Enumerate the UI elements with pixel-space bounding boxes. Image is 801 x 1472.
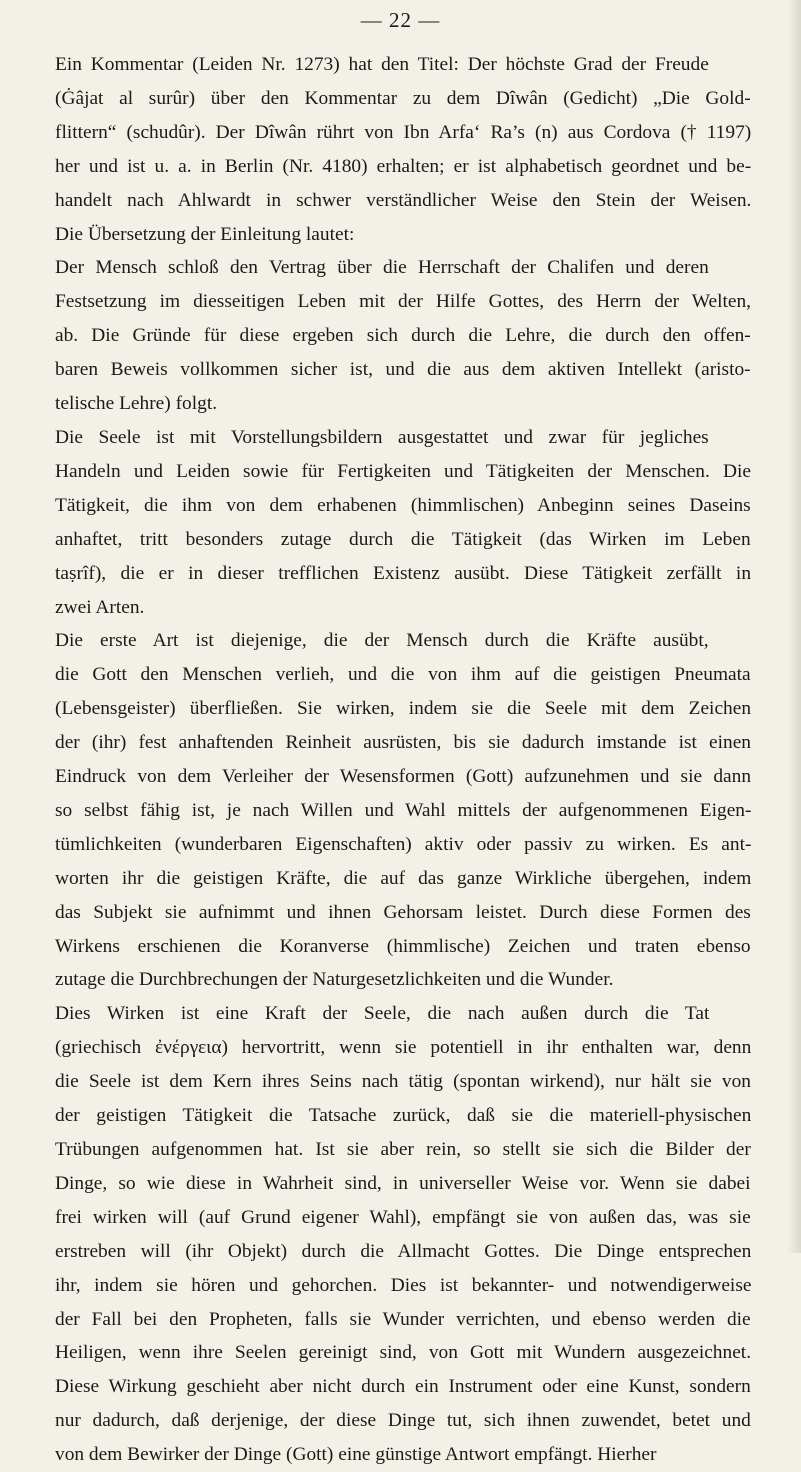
line: taṣrîf), die er in dieser trefflichen Existenz ausübt. Diese Tätigkeit zerfällt in xyxy=(55,562,752,584)
line: so selbst fähig ist, je nach Willen und Wahl mittels der aufgenommenen Eigen- xyxy=(55,799,752,821)
paragraph-5 xyxy=(55,997,751,1472)
line: flittern“ (schudûr). Der Dîwân rührt von Ibn Arfa‘ Ra’s (n) aus Cordova († 1197) xyxy=(55,121,752,143)
line: anhaftet, tritt besonders zutage durch die Tätigkeit (das Wirken im Leben xyxy=(55,528,751,550)
line: die Gott den Menschen verlieh, und die von ihm auf die geistigen Pneumata xyxy=(55,664,751,686)
line: Festsetzung im diesseitigen Leben mit der Hilfe Gottes, des Herrn der Welten, xyxy=(55,291,752,313)
line: (Ġâjat al surûr) über den Kommentar zu dem Dîwân (Gedicht) „Die Gold- xyxy=(55,87,751,109)
line: baren Beweis vollkommen sicher ist, und die aus dem aktiven Intellekt (aristo- xyxy=(55,359,751,381)
line: Die Übersetzung der Einleitung lautet: xyxy=(55,223,355,245)
paragraph-2 xyxy=(55,251,751,421)
line: Tätigkeit, die ihm von dem erhabenen (himmlischen) Anbeginn seines Daseins xyxy=(55,494,751,516)
line: Die erste Art ist diejenige, die der Mensch durch die Kräfte ausübt, xyxy=(55,630,709,652)
line: zwei Arten. xyxy=(55,596,145,618)
line: frei wirken will (auf Grund eigener Wahl), empfängt sie von außen das, was sie xyxy=(55,1206,751,1228)
line: Die Seele ist mit Vorstellungsbildern ausgestattet und zwar für jegliches xyxy=(55,426,709,448)
line: Der Mensch schloß den Vertrag über die Herrschaft der Chalifen und deren xyxy=(55,257,709,279)
line: Diese Wirkung geschieht aber nicht durch ein Instrument oder eine Kunst, sondern xyxy=(55,1376,751,1398)
body-text xyxy=(55,48,751,1472)
line: Heiligen, wenn ihre Seelen gereinigt sind, von Gott mit Wundern ausgezeichnet. xyxy=(55,1342,752,1364)
line: Ein Kommentar (Leiden Nr. 1273) hat den Titel: Der höchste Grad der Freude xyxy=(55,54,709,75)
line: nur dadurch, daß derjenige, der diese Dinge tut, sich ihnen zuwendet, betet und xyxy=(55,1410,751,1432)
line: (griechisch ἐνέργεια) hervortritt, wenn sie potentiell in ihr enthalten war, denn xyxy=(55,1037,752,1059)
paragraph-1 xyxy=(55,48,751,251)
line: die Seele ist dem Kern ihres Seins nach tätig (spontan wirkend), nur hält sie von xyxy=(55,1071,751,1093)
line: her und ist u. a. in Berlin (Nr. 4180) erhalten; er ist alphabetisch geordnet und be- xyxy=(55,155,752,177)
line: ab. Die Gründe für diese ergeben sich durch die Lehre, die durch den offen- xyxy=(55,325,751,347)
line: der geistigen Tätigkeit die Tatsache zurück, daß sie die materiell-physischen xyxy=(55,1105,752,1127)
line: worten ihr die geistigen Kräfte, die auf das ganze Wirkliche übergehen, indem xyxy=(55,867,752,889)
line: (Lebensgeister) überfließen. Sie wirken, indem sie die Seele mit dem Zeichen xyxy=(55,698,752,720)
line: Handeln und Leiden sowie für Fertigkeiten und Tätigkeiten der Menschen. Die xyxy=(55,460,751,482)
line: telische Lehre) folgt. xyxy=(55,393,218,415)
line: Dinge, so wie diese in Wahrheit sind, in universeller Weise vor. Wenn sie dabei xyxy=(55,1172,751,1194)
line: Wirkens erschienen die Koranverse (himmlische) Zeichen und traten ebenso xyxy=(55,935,751,957)
line: Trübungen aufgenommen hat. Ist sie aber rein, so stellt sie sich die Bilder der xyxy=(55,1139,751,1160)
paragraph-3 xyxy=(55,421,751,624)
line: von dem Bewirker der Dinge (Gott) eine günstige Antwort empfängt. Hierher xyxy=(55,1444,657,1466)
line: der Fall bei den Propheten, falls sie Wunder verrichten, und ebenso werden die xyxy=(55,1308,751,1330)
line: Dies Wirken ist eine Kraft der Seele, die nach außen durch die Tat xyxy=(55,1003,710,1025)
line: tümlichkeiten (wunderbaren Eigenschaften) aktiv oder passiv zu wirken. Es ant- xyxy=(55,833,752,855)
line: das Subjekt sie aufnimmt und ihnen Gehorsam leistet. Durch diese Formen des xyxy=(55,901,751,923)
line: ihr, indem sie hören und gehorchen. Dies ist bekannter- und notwendigerweise xyxy=(55,1274,752,1296)
page-number: — 22 — xyxy=(360,8,441,32)
line: handelt nach Ahlwardt in schwer verständlicher Weise den Stein der Weisen. xyxy=(55,189,752,211)
line: erstreben will (ihr Objekt) durch die Allmacht Gottes. Die Dinge entsprechen xyxy=(55,1240,752,1262)
line: zutage die Durchbrechungen der Naturgesetzlichkeiten und die Wunder. xyxy=(55,969,614,991)
page-edge-shadow xyxy=(787,0,801,1253)
paragraph-4 xyxy=(55,624,751,997)
line: Eindruck von dem Verleiher der Wesensformen (Gott) aufzunehmen und sie dann xyxy=(55,766,752,788)
line: der (ihr) fest anhaftenden Reinheit ausrüsten, bis sie dadurch imstande ist einen xyxy=(55,732,752,754)
